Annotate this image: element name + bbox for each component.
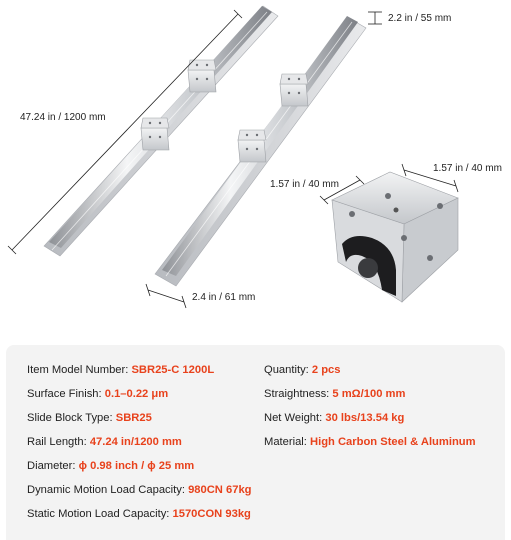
rail-base-width-label: 2.4 in / 61 mm <box>192 292 256 303</box>
spec-material <box>264 436 476 448</box>
spec-value: High Carbon Steel & Aluminum <box>310 436 476 448</box>
spec-value: 0.1–0.22 μm <box>104 388 169 400</box>
spec-label: Straightness: <box>264 388 330 400</box>
spec-label: Quantity: <box>264 364 309 376</box>
spec-diameter <box>27 460 194 472</box>
spec-value: 2 pcs <box>311 364 341 376</box>
spec-straightness <box>264 388 405 400</box>
spec-label: Diameter: <box>27 460 76 472</box>
slide-block-right-lower <box>238 130 266 162</box>
spec-value: 30 lbs/13.54 kg <box>325 412 405 424</box>
rail-length-label: 47.24 in / 1200 mm <box>20 112 106 123</box>
spec-value: 5 mΩ/100 mm <box>332 388 406 400</box>
rail-base-dimension-line <box>146 284 186 308</box>
spec-block-type <box>27 412 152 424</box>
slide-block-left-lower <box>141 118 169 150</box>
spec-value: ϕ 0.98 inch / ϕ 25 mm <box>78 460 195 472</box>
spec-label: Slide Block Type: <box>27 412 113 424</box>
spec-label: Item Model Number: <box>27 364 129 376</box>
rail-height-dimension-line <box>368 12 382 24</box>
rail-height-label: 2.2 in / 55 mm <box>388 13 452 24</box>
spec-value: SBR25 <box>115 412 152 424</box>
spec-model <box>27 364 214 376</box>
spec-label: Static Motion Load Capacity: <box>27 508 170 520</box>
block-side-label: 1.57 in / 40 mm <box>270 179 339 190</box>
slide-block-right-upper <box>280 74 308 106</box>
spec-value: 47.24 in/1200 mm <box>89 436 182 448</box>
spec-label: Surface Finish: <box>27 388 102 400</box>
spec-label: Dynamic Motion Load Capacity: <box>27 484 185 496</box>
spec-label: Material: <box>264 436 307 448</box>
spec-static-load <box>27 508 251 520</box>
slide-block-left-upper <box>188 60 216 92</box>
spec-dynamic-load <box>27 484 252 496</box>
spec-label: Net Weight: <box>264 412 323 424</box>
slide-block-detail <box>332 172 458 302</box>
spec-rail-length <box>27 436 182 448</box>
spec-value: 980CN 67kg <box>188 484 252 496</box>
spec-value: 1570CON 93kg <box>172 508 251 520</box>
spec-quantity <box>264 364 341 376</box>
spec-finish <box>27 388 168 400</box>
spec-weight <box>264 412 404 424</box>
spec-label: Rail Length: <box>27 436 87 448</box>
block-top-label: 1.57 in / 40 mm <box>433 163 502 174</box>
spec-value: SBR25-C 1200L <box>131 364 215 376</box>
specification-panel <box>6 345 505 540</box>
